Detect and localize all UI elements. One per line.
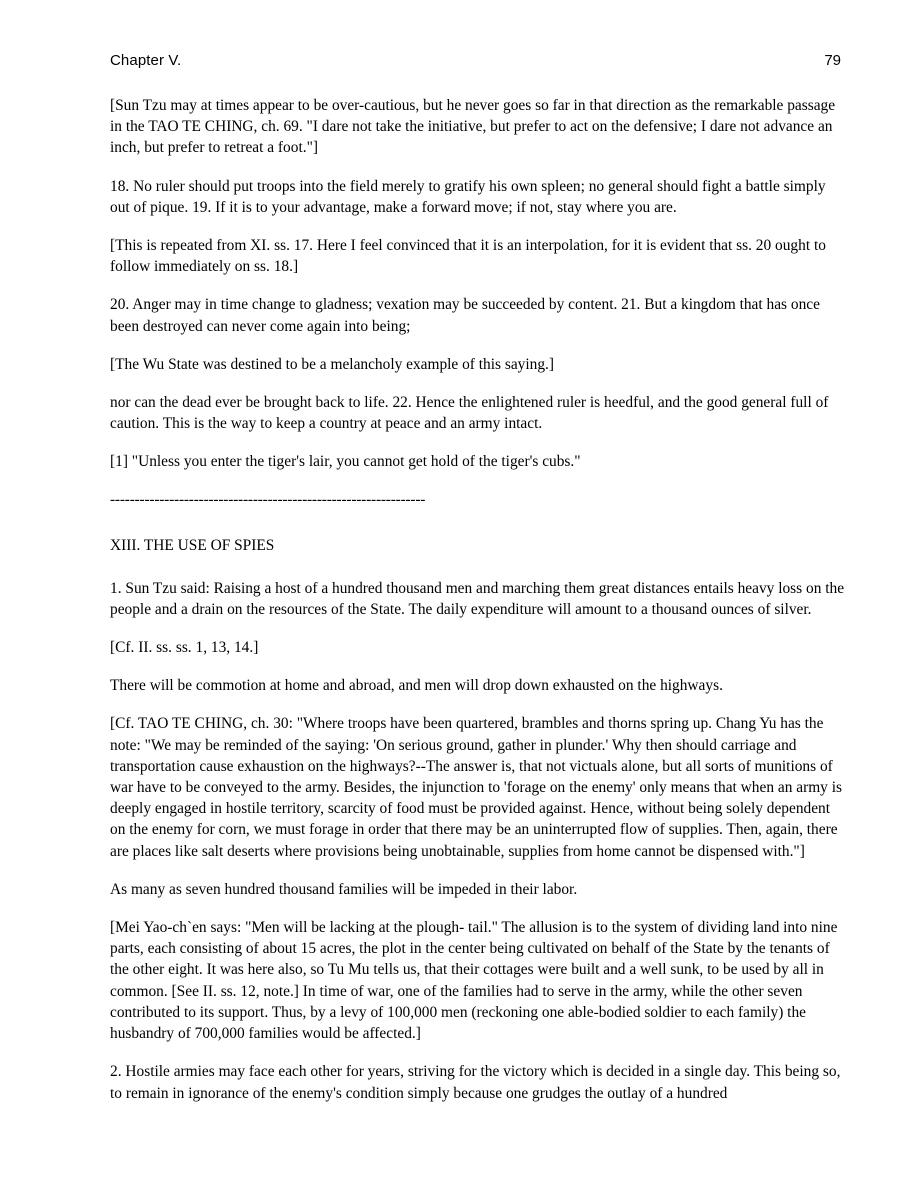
paragraph: nor can the dead ever be brought back to life. 22. Hence the enlightened ruler is heedful, and the good general full of caution. This is the way to keep a country at peace and an army intact. xyxy=(110,394,829,433)
paragraph: 2. Hostile armies may face each other for years, striving for the victory which is decided in a single day. This being so, to remain in ignorance of the enemy's condition simply because one grudges the outlay of a hundred xyxy=(110,1063,841,1102)
paragraph: 18. No ruler should put troops into the field merely to gratify his own spleen; no general should fight a battle simply out of pique. 19. If it is to your advantage, make a forward move; if not, stay where you are. xyxy=(110,177,826,216)
paragraph: 20. Anger may in time change to gladness; vexation may be succeeded by content. 21. But a kingdom that has once been destroyed can never come again into being; xyxy=(110,296,820,335)
paragraph: [The Wu State was destined to be a melancholy example of this saying.] xyxy=(110,355,555,373)
section-divider: ---------------------------------------------------------------- xyxy=(110,490,426,508)
paragraph: There will be commotion at home and abroad, and men will drop down exhausted on the highways. xyxy=(110,677,723,695)
paragraph: 1. Sun Tzu said: Raising a host of a hundred thousand men and marching them great distances entails heavy loss on the people and a drain on the resources of the State. The daily expenditure will amount to a thousand ounces of silver. xyxy=(110,579,845,618)
page-header xyxy=(110,52,841,69)
paragraph: [Cf. II. ss. ss. 1, 13, 14.] xyxy=(110,639,259,657)
paragraph: [This is repeated from XI. ss. 17. Here I feel convinced that it is an interpolation, for it is evident that ss. 20 ought to follow immediately on ss. 18.] xyxy=(110,237,826,276)
chapter-label: Chapter V. xyxy=(110,52,182,69)
paragraph: [Sun Tzu may at times appear to be over-cautious, but he never goes so far in that direction as the remarkable passage in the TAO TE CHING, ch. 69. "I dare not take the initiative, but prefer to act on the defensive; I dare not advance an inch, but prefer to retreat a foot."] xyxy=(110,97,836,157)
paragraph: [Cf. TAO TE CHING, ch. 30: "Where troops have been quartered, brambles and thorns spring up. Chang Yu has the note: "We may be reminded of the saying: 'On serious ground, gather in plunder.' Why then should carriage and transportation cause exhaustion on the highways?--The answer is, that not victuals alone, but all sorts of munitions of war have to be conveyed to the army. Besides, the injunction to 'forage on the enemy' only means that when an army is deeply engaged in hostile territory, scarcity of food must be provided against. Hence, without being solely dependent on the enemy for corn, we must forage in order that there may be an uninterrupted flow of supplies. Then, again, there are places like salt deserts where provisions being unobtainable, supplies from home cannot be dispensed with."] xyxy=(110,715,842,860)
paragraph: As many as seven hundred thousand families will be impeded in their labor. xyxy=(110,880,578,898)
page-body xyxy=(110,95,847,1104)
page-number: 79 xyxy=(824,52,841,69)
section-heading: XIII. THE USE OF SPIES xyxy=(110,536,275,554)
footnote: [1] "Unless you enter the tiger's lair, you cannot get hold of the tiger's cubs." xyxy=(110,453,581,471)
paragraph: [Mei Yao-ch`en says: "Men will be lacking at the plough- tail." The allusion is to the system of dividing land into nine parts, each consisting of about 15 acres, the plot in the center being cultivated on behalf of the State by the tenants of the other eight. It was here also, so Tu Mu tells us, that their cottages were built and a well sunk, to be used by all in common. [See II. ss. 12, note.] In time of war, one of the families had to serve in the army, while the other seven contributed to its support. Thus, by a levy of 100,000 men (reckoning one able-bodied soldier to each family) the husbandry of 700,000 families would be affected.] xyxy=(110,919,838,1043)
